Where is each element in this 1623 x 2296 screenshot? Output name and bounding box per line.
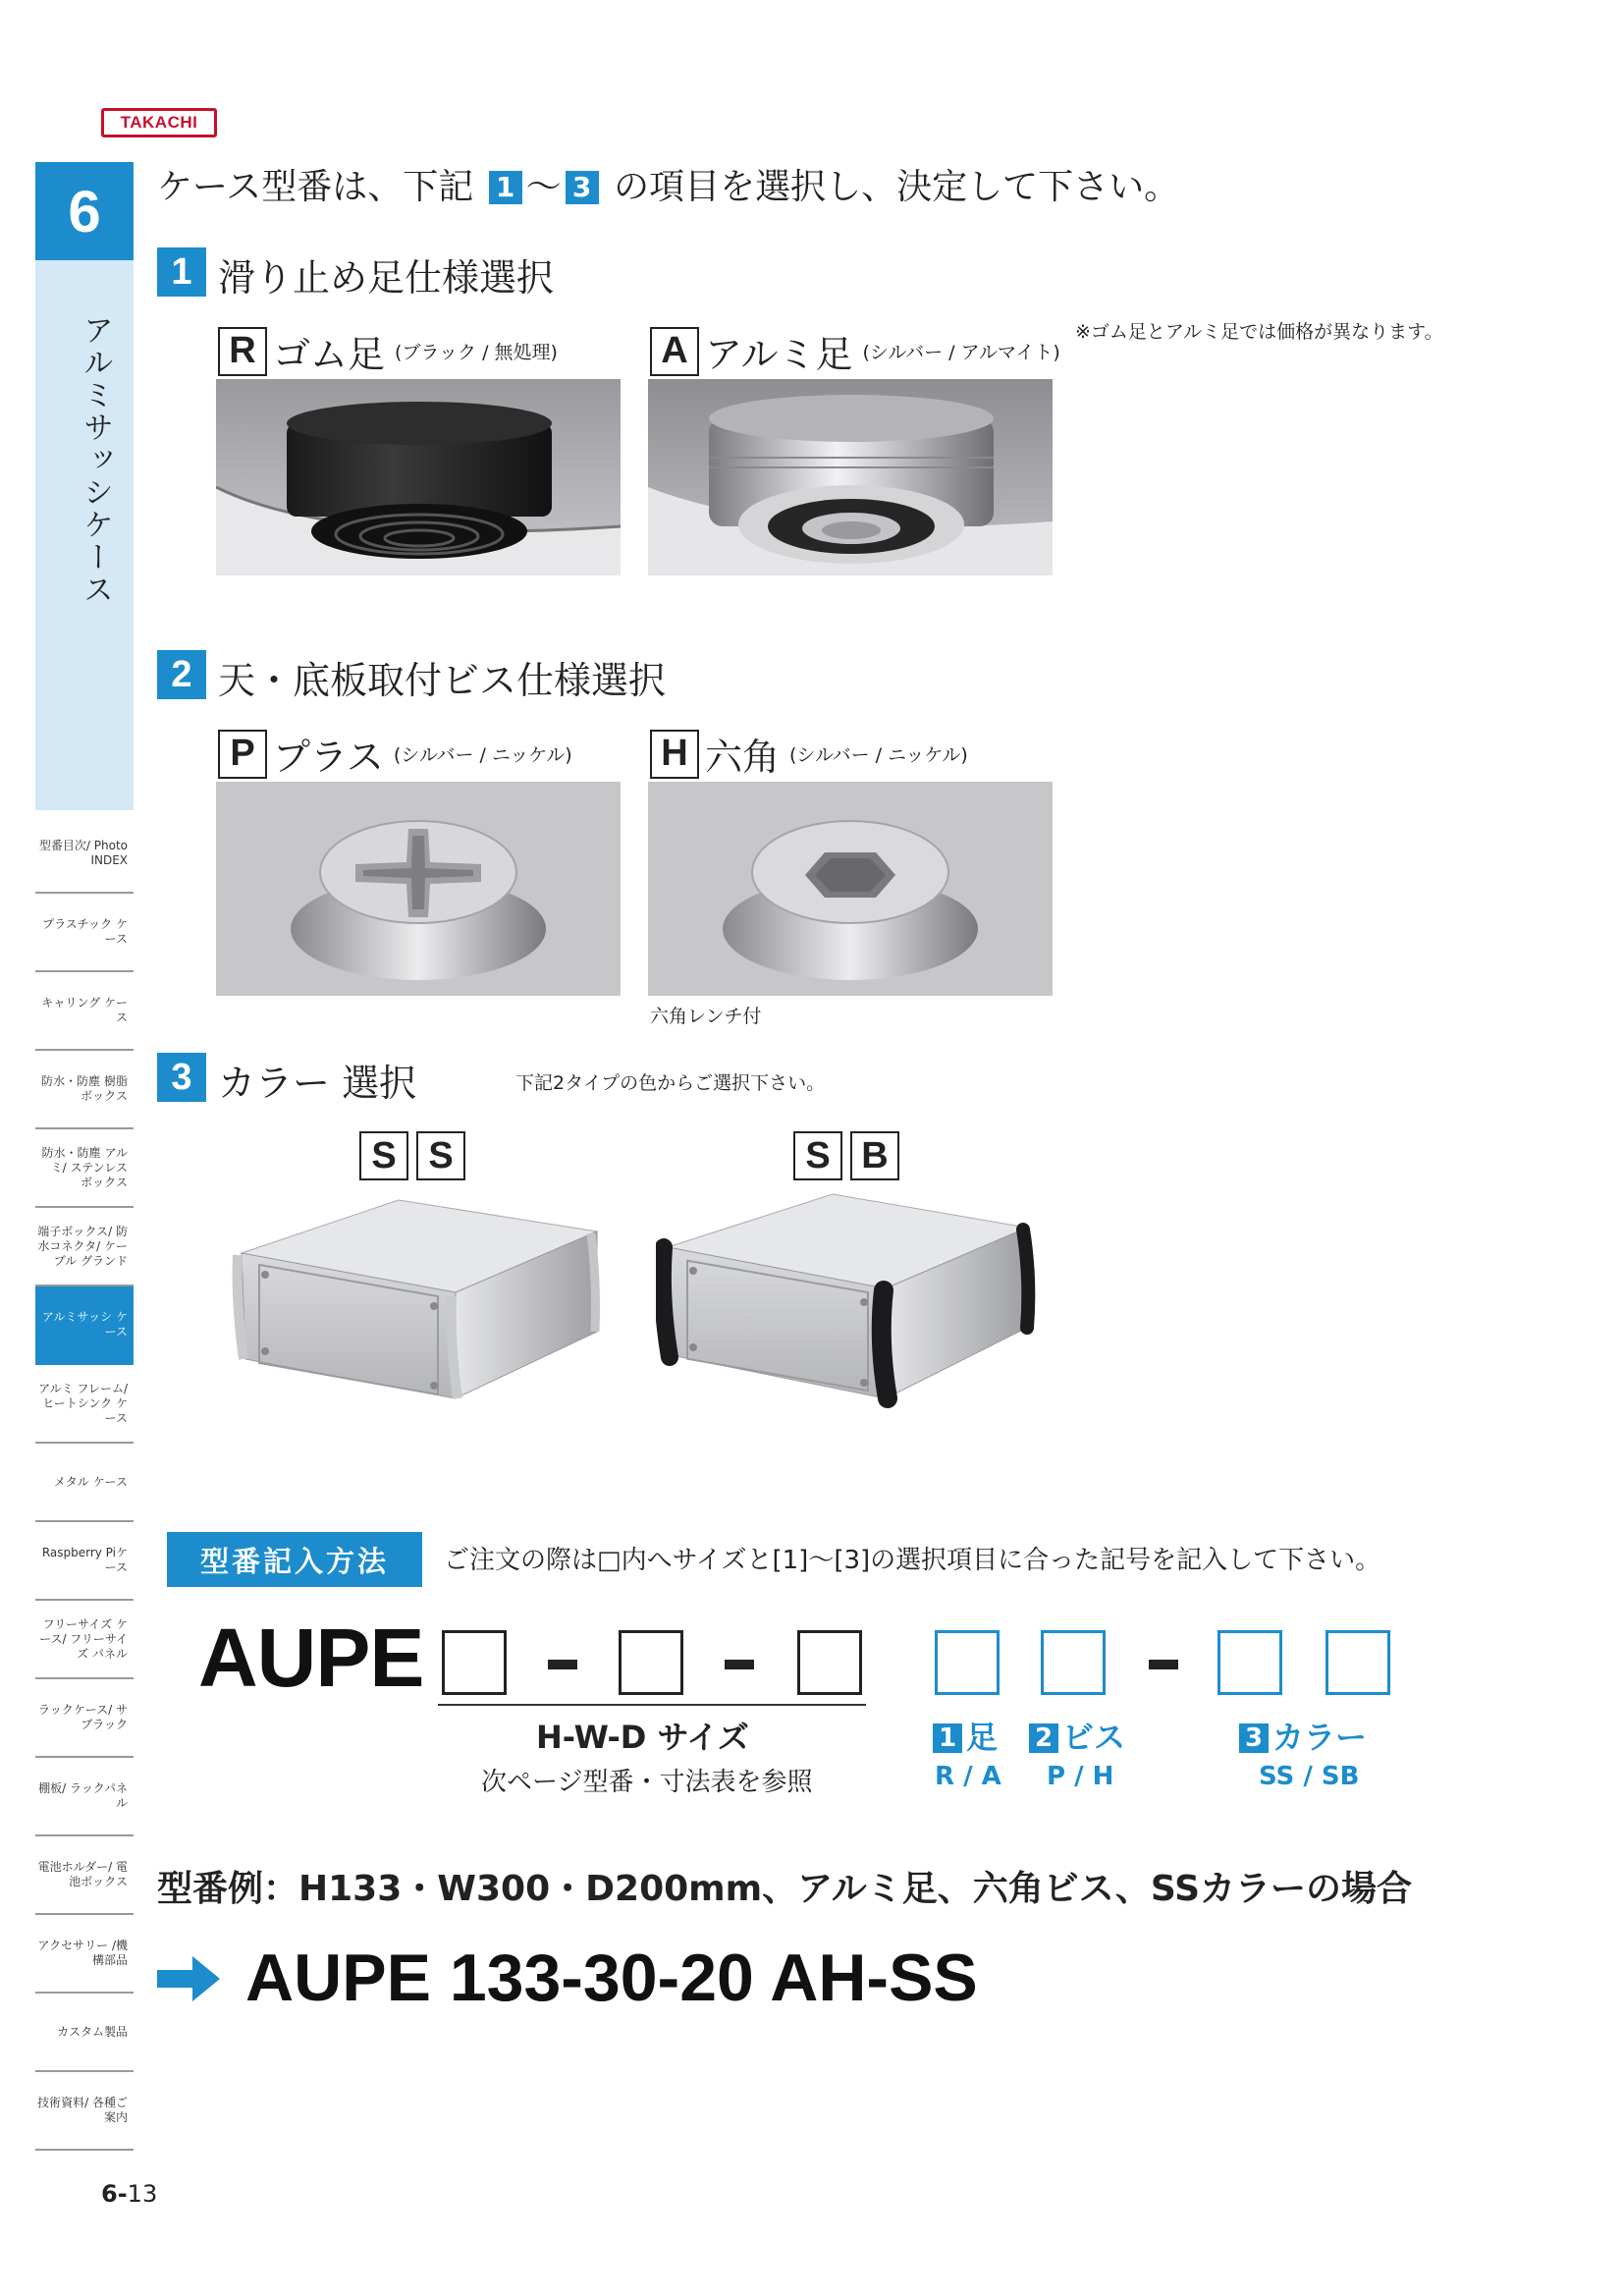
- sidebar-item[interactable]: キャリング ケース: [35, 972, 134, 1051]
- option-a-sub: (シルバー / アルマイト): [862, 342, 1060, 363]
- size-underline: [438, 1704, 866, 1706]
- foot-code-box[interactable]: [935, 1630, 1000, 1695]
- option-h-label: [650, 727, 968, 781]
- dash-separator: [548, 1660, 577, 1669]
- option-r-name: ゴム足: [273, 333, 386, 376]
- model-example-text: 型番例：H133・W300・D200mm、アルミ足、六角ビス、SSカラーの場合: [157, 1869, 1413, 1909]
- sidebar-item[interactable]: アクセサリー /機構部品: [35, 1915, 134, 1994]
- option-r-label: [218, 324, 558, 378]
- order-method-heading: 型番記入方法: [167, 1532, 422, 1587]
- option-r-sub: (ブラック / 無処理): [395, 342, 558, 363]
- screw-field-label: [1029, 1713, 1125, 1758]
- sidebar-item[interactable]: 防水・防塵 アルミ/ ステンレス ボックス: [35, 1129, 134, 1208]
- model-example-result: AUPE 133-30-20 AH-SS: [245, 1941, 978, 2015]
- color-code-box-1[interactable]: [1217, 1630, 1282, 1695]
- size-label: H-W-D サイズ: [536, 1719, 749, 1756]
- sidebar-item[interactable]: Raspberry Piケース: [35, 1522, 134, 1601]
- page-number: [101, 2180, 157, 2208]
- color-ss-label: [359, 1131, 465, 1180]
- takachi-logo: TAKACHI: [101, 108, 217, 137]
- chapter-number-tab: 6: [35, 162, 134, 260]
- sidebar-item[interactable]: プラスチック ケース: [35, 894, 134, 972]
- model-prefix: AUPE: [198, 1612, 424, 1704]
- screw-codes: P / H: [1047, 1762, 1114, 1791]
- page-num: 13: [127, 2180, 158, 2208]
- sidebar-item[interactable]: アルミサッシ ケース: [35, 1286, 134, 1365]
- color-codes: SS / SB: [1259, 1762, 1360, 1791]
- section2-title: 天・底板取付ビス仕様選択: [218, 659, 667, 702]
- sidebar-item[interactable]: 電池ホルダー/ 電池ボックス: [35, 1836, 134, 1915]
- width-input-box[interactable]: [619, 1630, 683, 1695]
- sidebar-item[interactable]: ラックケース/ サブラック: [35, 1679, 134, 1758]
- sidebar-item[interactable]: 型番目次/ Photo INDEX: [35, 815, 134, 894]
- sidebar-item[interactable]: フリーサイズ ケース/ フリーサイズ パネル: [35, 1601, 134, 1679]
- color-code-box-2[interactable]: [1325, 1630, 1390, 1695]
- hex-screw-photo: [648, 782, 1053, 996]
- sidebar-item[interactable]: アルミ フレーム/ ヒートシンク ケース: [35, 1365, 134, 1444]
- headline-tilde: 〜: [525, 167, 562, 207]
- color-sb-letter-1: S: [793, 1131, 842, 1180]
- arrow-right-icon: [157, 1954, 220, 2007]
- depth-input-box[interactable]: [797, 1630, 862, 1695]
- headline-num-1: 1: [489, 171, 522, 204]
- color-note: 下記2タイプの色からご選択下さい。: [515, 1072, 826, 1094]
- option-p-sub: (シルバー / ニッケル): [393, 744, 572, 766]
- color-ss-letter-2: S: [416, 1131, 465, 1180]
- color-sb-letter-2: B: [850, 1131, 899, 1180]
- color-field-text: カラー: [1272, 1719, 1368, 1756]
- option-p-name: プラス: [273, 736, 384, 779]
- option-h-sub: (シルバー / ニッケル): [789, 744, 968, 766]
- option-a-letter: A: [650, 327, 699, 376]
- case-sb-illustration: [656, 1188, 1039, 1410]
- aluminum-foot-photo: [648, 379, 1053, 575]
- option-a-label: [650, 324, 1060, 378]
- color-sb-label: [793, 1131, 899, 1180]
- section3-title: カラー 選択: [218, 1062, 417, 1105]
- height-input-box[interactable]: [442, 1630, 507, 1695]
- phillips-screw-photo: [216, 782, 621, 996]
- dash-separator: [1149, 1660, 1178, 1669]
- foot-field-label: [933, 1713, 998, 1758]
- headline-post: の項目を選択し、決定して下さい。: [614, 167, 1180, 207]
- foot-field-text: 足: [966, 1719, 999, 1756]
- section2-number: 2: [157, 650, 206, 699]
- page-sep: -: [117, 2180, 128, 2208]
- section1-title: 滑り止め足仕様選択: [218, 256, 555, 300]
- chapter-title: アルミサッシケース: [78, 314, 113, 606]
- option-r-letter: R: [218, 327, 267, 376]
- dash-separator: [725, 1660, 754, 1669]
- screw-field-num: 2: [1029, 1723, 1058, 1753]
- hex-wrench-caption: 六角レンチ付: [650, 1006, 762, 1027]
- sidebar-item[interactable]: 技術資料/ 各種ご案内: [35, 2072, 134, 2151]
- color-ss-letter-1: S: [359, 1131, 408, 1180]
- page-chapter: 6: [101, 2180, 118, 2208]
- option-h-name: 六角: [705, 736, 781, 779]
- foot-codes: R / A: [935, 1762, 1001, 1791]
- sidebar-item[interactable]: 棚板/ ラックパネル: [35, 1758, 134, 1836]
- headline-pre: ケース型番は、下記: [157, 167, 474, 207]
- color-field-label: [1239, 1713, 1367, 1758]
- price-note: ※ゴム足とアルミ足では価格が異なります。: [1075, 321, 1443, 343]
- page-headline: [157, 159, 1179, 209]
- sidebar-item[interactable]: 端子ボックス/ 防水コネクタ/ ケーブル グランド: [35, 1208, 134, 1286]
- foot-field-num: 1: [933, 1723, 962, 1753]
- case-ss-illustration: [232, 1194, 605, 1410]
- option-p-letter: P: [218, 730, 267, 779]
- sidebar-item[interactable]: カスタム製品: [35, 1994, 134, 2072]
- section1-number: 1: [157, 247, 206, 297]
- screw-field-text: ビス: [1062, 1719, 1126, 1756]
- screw-code-box[interactable]: [1041, 1630, 1106, 1695]
- sidebar-item[interactable]: メタル ケース: [35, 1444, 134, 1522]
- option-h-letter: H: [650, 730, 699, 779]
- section3-number: 3: [157, 1053, 206, 1102]
- option-a-name: アルミ足: [705, 333, 853, 376]
- headline-num-3: 3: [566, 171, 599, 204]
- size-reference: 次ページ型番・寸法表を参照: [481, 1768, 813, 1797]
- rubber-foot-photo: [216, 379, 621, 575]
- chapter-index-nav: [35, 815, 134, 2151]
- color-field-num: 3: [1239, 1723, 1269, 1753]
- order-instruction: ご注文の際は□内へサイズと[1]〜[3]の選択項目に合った記号を記入して下さい。: [444, 1546, 1381, 1575]
- sidebar-item[interactable]: 防水・防塵 樹脂ボックス: [35, 1051, 134, 1129]
- option-p-label: [218, 727, 572, 781]
